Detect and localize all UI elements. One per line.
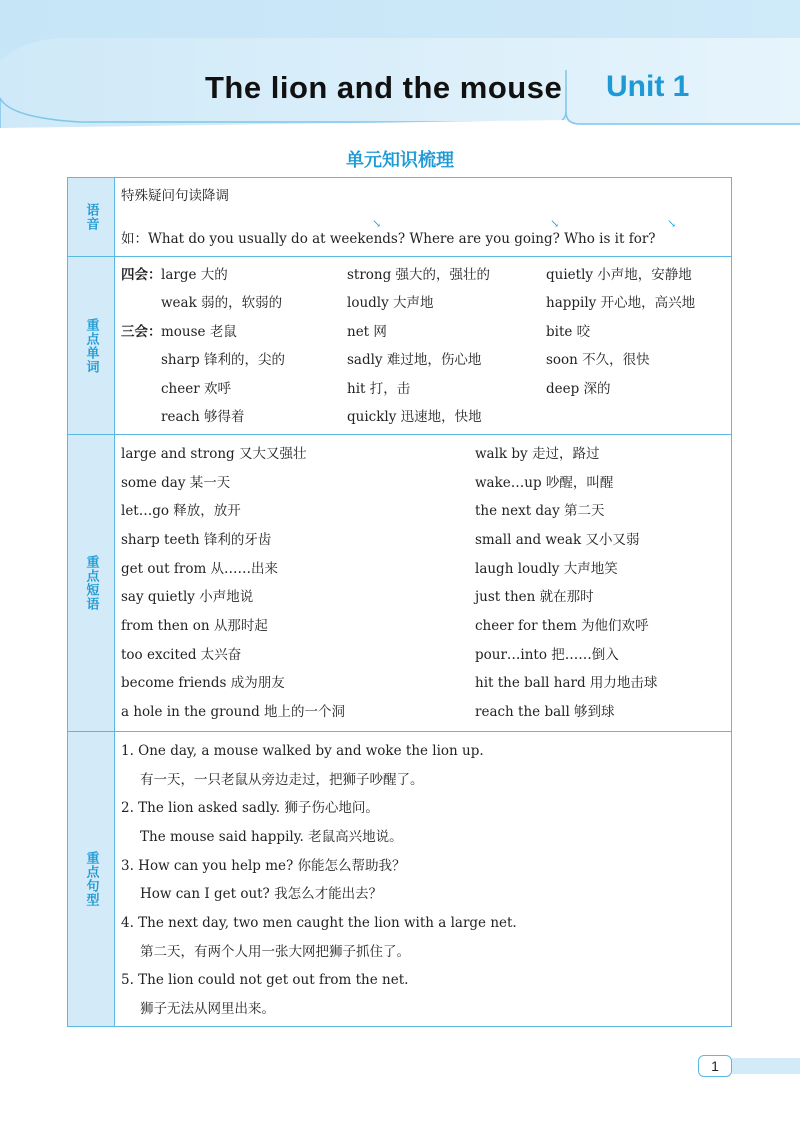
- vocab-item: quietly 小声地，安静地: [546, 267, 692, 283]
- vocab-item: strong 强大的，强壮的: [347, 267, 491, 283]
- sentences-row: [68, 732, 731, 1026]
- unit-label: Unit 1: [606, 70, 690, 103]
- vocab-item: deep 深的: [546, 381, 611, 397]
- phrase-item: a hole in the ground 地上的一个洞: [121, 704, 346, 720]
- category-cell: [68, 435, 115, 731]
- phrase-item: from then on 从那时起: [121, 618, 268, 634]
- sentence-line: 4. The next day, two men caught the lion with a large net.: [121, 915, 517, 931]
- vocab-item: reach 够得着: [161, 409, 245, 425]
- vocab-item: net 网: [347, 324, 387, 340]
- phrase-item: say quietly 小声地说: [121, 589, 254, 605]
- sentence-line: 3. How can you help me? 你能怎么帮助我？: [121, 858, 406, 874]
- header-banner: [0, 0, 800, 128]
- vocab-item: sadly 难过地，伤心地: [347, 352, 482, 368]
- category-label: 重点句型: [83, 851, 99, 907]
- knowledge-table: [67, 177, 732, 1027]
- phrase-item: just then 就在那时: [475, 589, 594, 605]
- page-number-bar: [732, 1058, 800, 1074]
- category-cell: [68, 732, 115, 1026]
- phrase-item: cheer for them 为他们欢呼: [475, 618, 649, 634]
- vocab-item: hit 打，击: [347, 381, 411, 397]
- vocab-label-four: 四会：: [121, 267, 162, 283]
- phrase-item: large and strong 又大又强壮: [121, 446, 307, 462]
- falling-tone-icon: ↘: [667, 217, 677, 230]
- phrases-row: [68, 435, 731, 732]
- vocab-item: loudly 大声地: [347, 295, 434, 311]
- category-label: 重点短语: [83, 555, 99, 611]
- phrase-item: wake…up 吵醒，叫醒: [475, 475, 614, 491]
- sentences-content: [114, 732, 731, 1026]
- sentence-line: 1. One day, a mouse walked by and woke the lion up.: [121, 743, 484, 759]
- phrase-item: pour…into 把……倒入: [475, 647, 619, 663]
- sentence-line: 第二天，有两个人用一张大网把狮子抓住了。: [140, 944, 410, 960]
- vocab-item: mouse 老鼠: [161, 324, 237, 340]
- phrase-item: sharp teeth 锋利的牙齿: [121, 532, 272, 548]
- phrase-item: reach the ball 够到球: [475, 704, 615, 720]
- falling-tone-icon: ↘: [550, 217, 560, 230]
- page-title: The lion and the mouse: [205, 70, 563, 105]
- vocab-label-three: 三会：: [121, 324, 162, 340]
- phrase-item: too excited 太兴奋: [121, 647, 242, 663]
- phrase-item: let…go 释放，放开: [121, 503, 241, 519]
- phrase-item: hit the ball hard 用力地击球: [475, 675, 658, 691]
- category-label: 语音: [83, 203, 99, 231]
- sentence-line: 有一天，一只老鼠从旁边走过，把狮子吵醒了。: [140, 772, 424, 788]
- vocab-item: quickly 迅速地，快地: [347, 409, 482, 425]
- sentence-line: 2. The lion asked sadly. 狮子伤心地问。: [121, 800, 379, 816]
- phrase-item: small and weak 又小又弱: [475, 532, 640, 548]
- vocabulary-row: [68, 257, 731, 435]
- vocab-item: soon 不久，很快: [546, 352, 650, 368]
- category-cell: [68, 257, 115, 434]
- page-number: 1: [698, 1055, 732, 1077]
- vocab-item: happily 开心地，高兴地: [546, 295, 696, 311]
- phrase-item: laugh loudly 大声地笑: [475, 561, 618, 577]
- category-label: 重点单词: [83, 317, 99, 374]
- falling-tone-icon: ↘: [372, 217, 382, 230]
- phrase-item: walk by 走过，路过: [475, 446, 600, 462]
- sentence-line: The mouse said happily. 老鼠高兴地说。: [140, 829, 403, 845]
- phrase-item: the next day 第二天: [475, 503, 605, 519]
- category-cell: [68, 178, 115, 256]
- sentence-line: 狮子无法从网里出来。: [140, 1001, 275, 1017]
- phonetics-row: [68, 178, 731, 257]
- phonetics-intro: 特殊疑问句读降调: [121, 188, 229, 204]
- section-heading: 单元知识梳理: [346, 150, 454, 171]
- vocab-item: sharp 锋利的，尖的: [161, 352, 286, 368]
- phrase-item: become friends 成为朋友: [121, 675, 285, 691]
- sentence-line: 5. The lion could not get out from the net.: [121, 972, 409, 988]
- phonetics-example: 如：What do you usually do at weekends? Where are you going? Who is it for?: [121, 231, 656, 247]
- sentence-line: How can I get out? 我怎么才能出去？: [140, 886, 383, 902]
- vocab-item: bite 咬: [546, 324, 591, 340]
- vocabulary-content: [114, 257, 731, 434]
- phonetics-content: [114, 178, 731, 256]
- phrase-item: some day 某一天: [121, 475, 231, 491]
- vocab-item: large 大的: [161, 267, 228, 283]
- phrase-item: get out from 从……出来: [121, 561, 279, 577]
- phrases-content: [114, 435, 731, 731]
- vocab-item: weak 弱的，软弱的: [161, 295, 283, 311]
- vocab-item: cheer 欢呼: [161, 381, 231, 397]
